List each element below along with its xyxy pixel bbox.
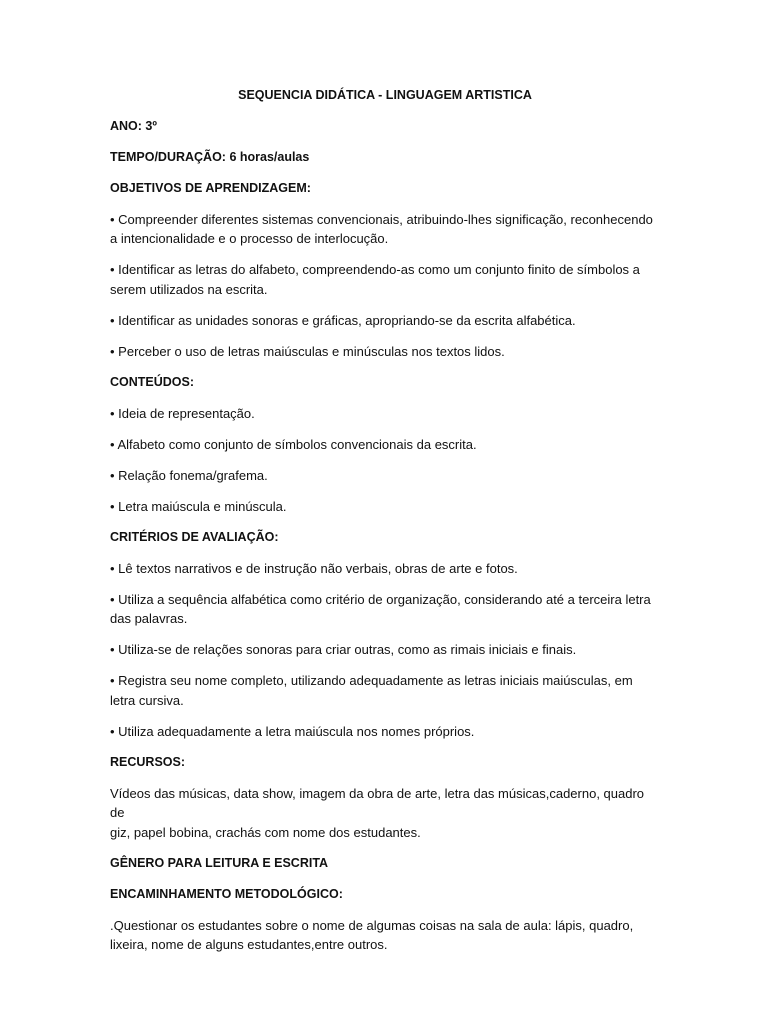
objetivo-line: • Identificar as unidades sonoras e gráficas, apropriando-se da escrita alfabética. [110,312,576,328]
ano-line: ANO: 3º [110,118,157,133]
objetivo-line: • Identificar as letras do alfabeto, compreendendo-as como um conjunto finito de símbolos a [110,262,640,277]
objetivo-line: serem utilizados na escrita. [110,281,268,297]
objetivo-item [110,260,660,299]
recursos-line: Vídeos das músicas, data show, imagem da obra de arte, letra das músicas,caderno, quadro de [110,785,645,820]
criterios-heading: CRITÉRIOS DE AVALIAÇÃO: [110,529,279,544]
genero-heading: GÊNERO PARA LEITURA E ESCRITA [110,855,329,870]
criterio-line: letra cursiva. [110,692,184,708]
recursos-line: giz, papel bobina, crachás com nome dos estudantes. [110,824,421,840]
criterio-item [110,559,660,579]
recursos-heading: RECURSOS: [110,754,186,769]
encaminhamento-paragraph [110,916,660,955]
document-title: SEQUENCIA DIDÁTICA - LINGUAGEM ARTISTICA [238,88,532,102]
encaminhamento-line: .Questionar os estudantes sobre o nome de algumas coisas na sala de aula: lápis, quadro, [110,917,634,933]
criterio-item [110,590,660,629]
criterio-line: • Lê textos narrativos e de instrução não verbais, obras de arte e fotos. [110,560,518,576]
criterio-line: • Utiliza adequadamente a letra maiúscula nos nomes próprios. [110,723,475,739]
criterio-item [110,722,660,742]
objetivos-heading: OBJETIVOS DE APRENDIZAGEM: [110,180,311,195]
criterio-item [110,640,660,660]
criterio-line: • Utiliza-se de relações sonoras para criar outras, como as rimais iniciais e finais. [110,642,577,657]
recursos-paragraph [110,784,660,843]
objetivo-item [110,311,660,331]
criterio-line: das palavras. [110,611,188,626]
criterio-item [110,671,660,710]
encaminhamento-line: lixeira, nome de alguns estudantes,entre outros. [110,937,388,952]
conteudos-heading: CONTEÚDOS: [110,374,195,389]
objetivo-item [110,342,660,362]
objetivo-line: • Perceber o uso de letras maiúsculas e minúsculas nos textos lidos. [110,343,505,359]
conteudo-item: • Ideia de representação. [110,405,255,421]
objetivo-line: a intencionalidade e o processo de interlocução. [110,231,389,246]
conteudo-item: • Alfabeto como conjunto de símbolos convencionais da escrita. [110,436,477,452]
objetivo-item [110,210,660,249]
objetivo-line: • Compreender diferentes sistemas convencionais, atribuindo-lhes significação, reconhecendo [110,211,653,227]
encaminhamento-heading: ENCAMINHAMENTO METODOLÓGICO: [110,886,343,901]
conteudo-item: • Relação fonema/grafema. [110,467,268,483]
document-body [110,86,660,966]
criterio-line: • Utiliza a sequência alfabética como critério de organização, considerando até a terceira letra [110,591,651,607]
conteudo-item: • Letra maiúscula e minúscula. [110,498,287,514]
criterio-line: • Registra seu nome completo, utilizando adequadamente as letras iniciais maiúsculas, em [110,673,633,688]
tempo-line: TEMPO/DURAÇÃO: 6 horas/aulas [110,149,310,164]
